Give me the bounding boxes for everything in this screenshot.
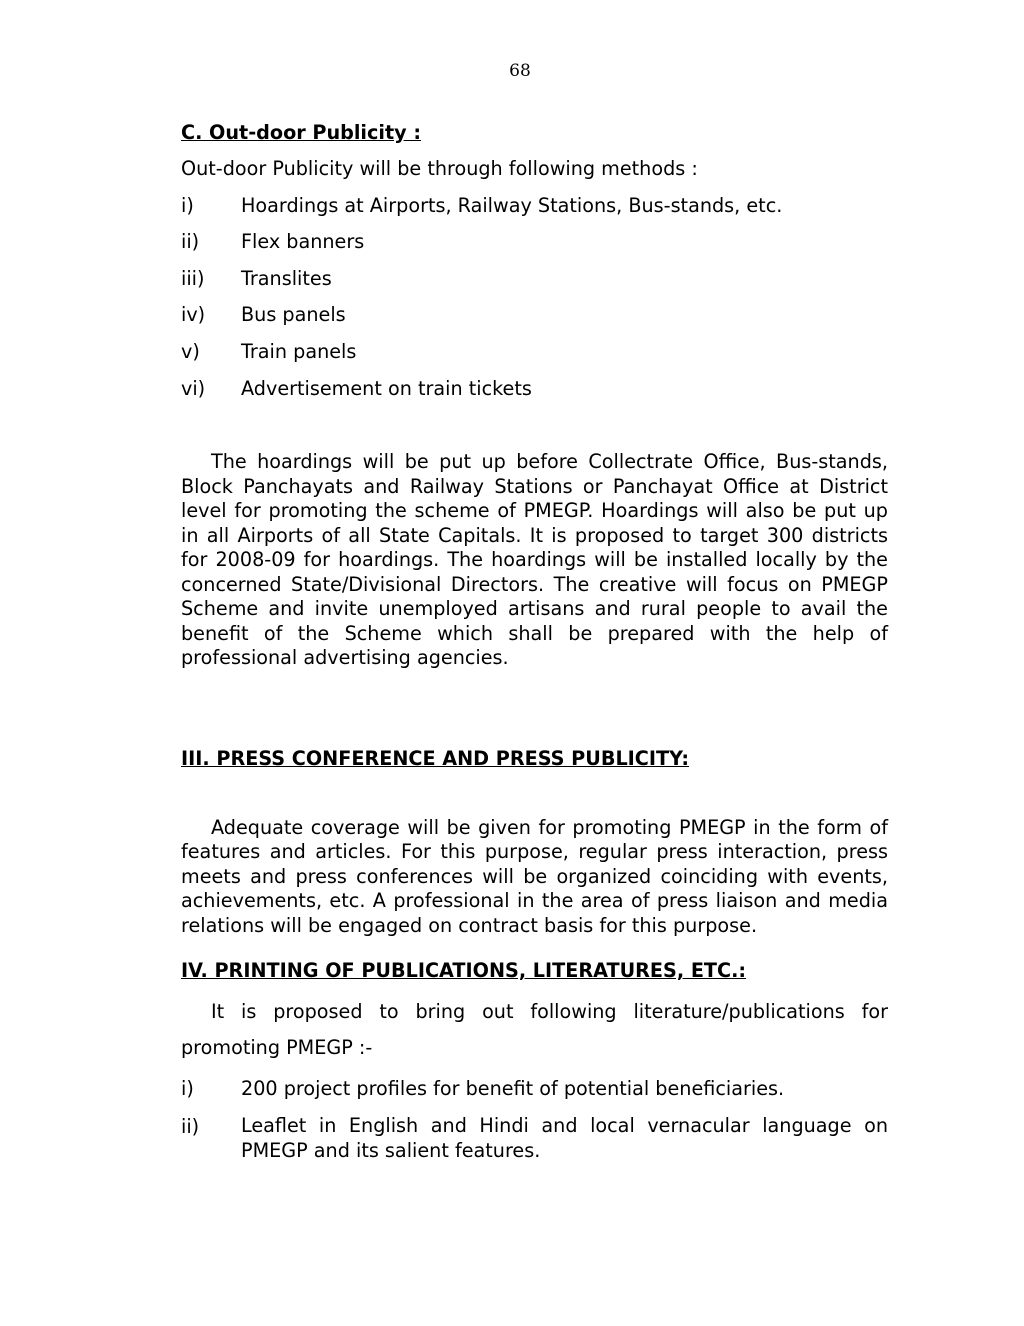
list-item [181, 1076, 888, 1102]
list-item-number: vi) [181, 377, 206, 400]
list-item-text: Bus panels [241, 303, 346, 326]
list-item-text: Train panels [241, 340, 357, 363]
list-item-number: iii) [181, 267, 205, 290]
list-item-text: Flex banners [241, 230, 365, 253]
outdoor-methods-list [181, 193, 888, 402]
list-item-number: iv) [181, 303, 206, 326]
list-item-text: Advertisement on train tickets [241, 377, 532, 400]
list-item-number: i) [181, 194, 194, 217]
section-c-intro: Out-door Publicity will be through following methods : [181, 157, 698, 180]
list-item-number: i) [181, 1077, 194, 1100]
section-iii-heading: III. PRESS CONFERENCE AND PRESS PUBLICITY: [181, 746, 690, 770]
list-item-text: Leaflet in English and Hindi and local vernacular language on PMEGP and its salient features. [241, 1114, 888, 1162]
list-item-text: Translites [241, 267, 332, 290]
publications-list [181, 1076, 888, 1163]
section-iv-intro: It is proposed to bring out following literature/publications for promoting PMEGP :- [181, 1000, 888, 1059]
section-c-paragraph: The hoardings will be put up before Collectrate Office, Bus-stands, Block Panchayats and Railway Stations or Panchayat Office at District level for promoting the scheme of PMEGP. Hoardings will also be put up in all Airports of all State Capitals. It is proposed to target 300 districts for 2008-09 for hoardings. The hoardings will be installed locally by the concerned State/Divisional Directors. The creative will focus on PMEGP Scheme and invite unemployed artisans and rural people to avail the benefit of the Scheme which shall be prepared with the help of professional advertising agencies. [181, 450, 888, 669]
list-item [181, 302, 888, 328]
list-item [181, 266, 888, 292]
list-item [181, 229, 888, 255]
document-body [181, 120, 888, 1163]
list-item [181, 1114, 888, 1163]
list-item-text: 200 project profiles for benefit of potential beneficiaries. [241, 1077, 785, 1100]
section-iv-heading: IV. PRINTING OF PUBLICATIONS, LITERATURES, ETC.: [181, 959, 747, 982]
list-item-number: v) [181, 340, 200, 363]
section-iii-paragraph: Adequate coverage will be given for promoting PMEGP in the form of features and articles. For this purpose, regular press interaction, press meets and press conferences will be organized coinciding with events, achievements, etc. A professional in the area of press liaison and media relations will be engaged on contract basis for this purpose. [181, 815, 888, 937]
list-item [181, 193, 888, 219]
list-item-number: ii) [181, 230, 200, 253]
list-item [181, 339, 888, 365]
section-c-heading: C. Out-door Publicity : [181, 121, 421, 144]
list-item-number: ii) [181, 1115, 200, 1138]
list-item [181, 376, 888, 402]
page-number: 68 [509, 61, 531, 81]
list-item-text: Hoardings at Airports, Railway Stations, Bus-stands, etc. [241, 194, 783, 217]
